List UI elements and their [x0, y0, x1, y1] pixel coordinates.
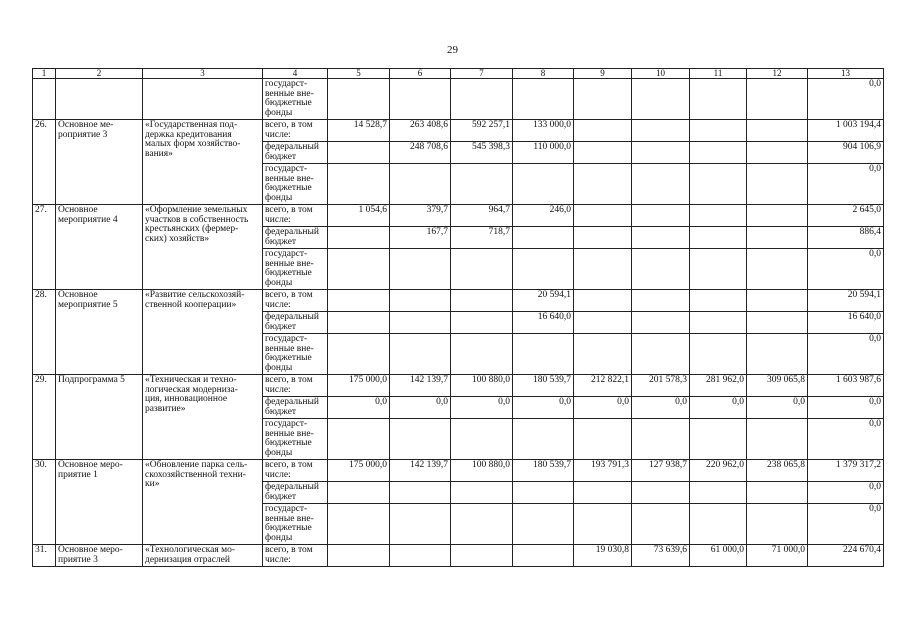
- row-category: Основное ме- роприятие 3: [56, 120, 143, 205]
- funding-source-label: федеральный бюджет: [263, 312, 328, 334]
- table-cell: [451, 79, 513, 120]
- table-cell: [632, 504, 690, 545]
- table-cell: [328, 142, 390, 164]
- table-cell: [747, 419, 808, 460]
- table-cell: [632, 334, 690, 375]
- table-cell: [513, 482, 574, 504]
- column-header: 6: [390, 69, 451, 79]
- row-title: «Обновление парка сель- скохозяйственной техни- ки»: [143, 460, 263, 545]
- table-cell: 167,7: [390, 227, 451, 249]
- table-cell: [513, 79, 574, 120]
- table-cell: [690, 205, 747, 227]
- table-cell: 0,0: [690, 397, 747, 419]
- table-cell: [513, 164, 574, 205]
- column-header: 5: [328, 69, 390, 79]
- table-cell: 180 539,7: [513, 460, 574, 482]
- table-cell: [747, 482, 808, 504]
- table-cell: [574, 249, 632, 290]
- row-index: 26.: [33, 120, 56, 205]
- table-cell: 0,0: [808, 419, 884, 460]
- table-cell: 73 639,6: [632, 545, 690, 567]
- table-row: [33, 120, 884, 142]
- table-cell: [690, 312, 747, 334]
- table-cell: [747, 164, 808, 205]
- table-cell: 718,7: [451, 227, 513, 249]
- table-cell: [451, 312, 513, 334]
- funding-source-label: всего, в том числе:: [263, 120, 328, 142]
- table-cell: 248 708,6: [390, 142, 451, 164]
- table-cell: [451, 164, 513, 205]
- table-cell: [574, 419, 632, 460]
- table-cell: [690, 120, 747, 142]
- table-row: [33, 460, 884, 482]
- table-row: [33, 205, 884, 227]
- row-index: 27.: [33, 205, 56, 290]
- table-cell: [390, 504, 451, 545]
- table-cell: [451, 334, 513, 375]
- table-cell: [747, 142, 808, 164]
- table-cell: [690, 290, 747, 312]
- table-cell: [632, 79, 690, 120]
- table-cell: [632, 142, 690, 164]
- row-category: Основное меро- приятие 1: [56, 460, 143, 545]
- table-cell: 886,4: [808, 227, 884, 249]
- table-cell: [513, 419, 574, 460]
- funding-source-label: федеральный бюджет: [263, 227, 328, 249]
- column-header: 10: [632, 69, 690, 79]
- table-row: [33, 545, 884, 567]
- table-cell: 1 003 194,4: [808, 120, 884, 142]
- table-cell: 246,0: [513, 205, 574, 227]
- row-index: 31.: [33, 545, 56, 567]
- table-cell: 0,0: [808, 397, 884, 419]
- table-cell: [632, 419, 690, 460]
- table-cell: 0,0: [328, 397, 390, 419]
- table-cell: 61 000,0: [690, 545, 747, 567]
- table-cell: [328, 419, 390, 460]
- table-cell: [690, 79, 747, 120]
- table-cell: [574, 205, 632, 227]
- table-cell: [328, 312, 390, 334]
- column-header: 9: [574, 69, 632, 79]
- table-cell: [632, 164, 690, 205]
- row-index: 28.: [33, 290, 56, 375]
- column-header: 8: [513, 69, 574, 79]
- table-cell: [574, 142, 632, 164]
- table-cell: [574, 120, 632, 142]
- table-cell: [451, 482, 513, 504]
- table-cell: 14 528,7: [328, 120, 390, 142]
- table-cell: [747, 227, 808, 249]
- table-cell: [513, 545, 574, 567]
- column-header: 12: [747, 69, 808, 79]
- table-cell: 175 000,0: [328, 375, 390, 397]
- table-cell: 2 645,0: [808, 205, 884, 227]
- table-cell: 592 257,1: [451, 120, 513, 142]
- table-cell: [513, 334, 574, 375]
- table-cell: 212 822,1: [574, 375, 632, 397]
- funding-source-label: федеральный бюджет: [263, 142, 328, 164]
- column-header: 3: [143, 69, 263, 79]
- table-cell: [690, 482, 747, 504]
- table-row: [33, 79, 884, 120]
- table-cell: [632, 120, 690, 142]
- table-cell: [747, 334, 808, 375]
- table-cell: [451, 419, 513, 460]
- table-cell: [632, 227, 690, 249]
- table-row: [33, 290, 884, 312]
- table-cell: 0,0: [451, 397, 513, 419]
- table-cell: 224 670,4: [808, 545, 884, 567]
- table-cell: [747, 205, 808, 227]
- column-header: 7: [451, 69, 513, 79]
- table-cell: 1 603 987,6: [808, 375, 884, 397]
- table-cell: 0,0: [747, 397, 808, 419]
- table-cell: [328, 545, 390, 567]
- table-cell: [574, 164, 632, 205]
- table-cell: 0,0: [808, 79, 884, 120]
- table-cell: 0,0: [808, 482, 884, 504]
- table-cell: 964,7: [451, 205, 513, 227]
- table-cell: 281 962,0: [690, 375, 747, 397]
- row-category: Подпрограмма 5: [56, 375, 143, 460]
- table-cell: 16 640,0: [513, 312, 574, 334]
- table-cell: 904 106,9: [808, 142, 884, 164]
- table-cell: 309 065,8: [747, 375, 808, 397]
- table-cell: [574, 227, 632, 249]
- table-cell: 0,0: [808, 164, 884, 205]
- table-cell: 0,0: [808, 334, 884, 375]
- table-cell: [690, 249, 747, 290]
- page-number: 29: [447, 44, 458, 56]
- table-cell: [328, 334, 390, 375]
- table-cell: [747, 312, 808, 334]
- column-header: 11: [690, 69, 747, 79]
- table-cell: [390, 290, 451, 312]
- column-number-row: [33, 69, 884, 79]
- row-title: «Развитие сельскохозяй- ственной кооперации»: [143, 290, 263, 375]
- table-cell: 1 379 317,2: [808, 460, 884, 482]
- row-index: 29.: [33, 375, 56, 460]
- table-cell: [451, 290, 513, 312]
- funding-source-label: государст- венные вне- бюджетные фонды: [263, 249, 328, 290]
- table-cell: [690, 334, 747, 375]
- table-cell: 133 000,0: [513, 120, 574, 142]
- row-category: Основное мероприятие 5: [56, 290, 143, 375]
- table-cell: [451, 545, 513, 567]
- row-title: «Технологическая мо- дернизация отраслей: [143, 545, 263, 567]
- table-cell: 1 054,6: [328, 205, 390, 227]
- table-cell: [390, 312, 451, 334]
- table-cell: [513, 504, 574, 545]
- table-cell: [33, 79, 56, 120]
- table-cell: [632, 482, 690, 504]
- table-cell: 110 000,0: [513, 142, 574, 164]
- table-cell: 0,0: [390, 397, 451, 419]
- table-cell: [632, 205, 690, 227]
- table-cell: 142 139,7: [390, 375, 451, 397]
- table-cell: [574, 290, 632, 312]
- table-cell: 71 000,0: [747, 545, 808, 567]
- table-cell: [451, 504, 513, 545]
- table-cell: [690, 164, 747, 205]
- column-header: 4: [263, 69, 328, 79]
- table-cell: [632, 249, 690, 290]
- table-cell: [328, 504, 390, 545]
- funding-source-label: всего, в том числе:: [263, 545, 328, 567]
- funding-source-label: государст- венные вне- бюджетные фонды: [263, 334, 328, 375]
- table-cell: [390, 249, 451, 290]
- table-cell: 100 880,0: [451, 375, 513, 397]
- table-cell: [390, 482, 451, 504]
- table-cell: 220 962,0: [690, 460, 747, 482]
- funding-source-label: всего, в том числе:: [263, 460, 328, 482]
- table-cell: 0,0: [574, 397, 632, 419]
- table-cell: [390, 545, 451, 567]
- table-cell: [390, 419, 451, 460]
- table-cell: [747, 504, 808, 545]
- table-cell: [632, 312, 690, 334]
- row-title: «Государственная под- держка кредитования малых форм хозяйство- вания»: [143, 120, 263, 205]
- funding-source-label: государст- венные вне- бюджетные фонды: [263, 504, 328, 545]
- table-cell: [390, 164, 451, 205]
- table-cell: 180 539,7: [513, 375, 574, 397]
- table-cell: 175 000,0: [328, 460, 390, 482]
- table-cell: [747, 249, 808, 290]
- table-cell: [574, 334, 632, 375]
- table-cell: [574, 312, 632, 334]
- table-cell: [574, 79, 632, 120]
- table-row: [33, 375, 884, 397]
- table-cell: 100 880,0: [451, 460, 513, 482]
- table-cell: 20 594,1: [808, 290, 884, 312]
- table-cell: 19 030,8: [574, 545, 632, 567]
- table-cell: [747, 120, 808, 142]
- row-category: Основное меро- приятие 3: [56, 545, 143, 567]
- funding-source-label: всего, в том числе:: [263, 375, 328, 397]
- funding-source-label: всего, в том числе:: [263, 290, 328, 312]
- table-cell: [690, 227, 747, 249]
- funding-source-label: государст- венные вне- бюджетные фонды: [263, 164, 328, 205]
- table-cell: 16 640,0: [808, 312, 884, 334]
- table-cell: 0,0: [632, 397, 690, 419]
- table-cell: [143, 79, 263, 120]
- table-cell: [513, 227, 574, 249]
- table-cell: [56, 79, 143, 120]
- table-cell: [390, 334, 451, 375]
- table-cell: [632, 290, 690, 312]
- table-cell: 238 065,8: [747, 460, 808, 482]
- table-cell: [574, 504, 632, 545]
- column-header: 2: [56, 69, 143, 79]
- table-cell: [574, 482, 632, 504]
- funding-source-label: государст- венные вне- бюджетные фонды: [263, 419, 328, 460]
- table-cell: [328, 164, 390, 205]
- table-cell: [747, 290, 808, 312]
- row-title: «Техническая и техно- логическая модерниза- ция, инновационное развитие»: [143, 375, 263, 460]
- table-cell: [328, 290, 390, 312]
- table-cell: [513, 249, 574, 290]
- table-cell: [690, 142, 747, 164]
- funding-source-label: федеральный бюджет: [263, 397, 328, 419]
- funding-source-label: федеральный бюджет: [263, 482, 328, 504]
- column-header: 13: [808, 69, 884, 79]
- table-cell: [328, 482, 390, 504]
- table-cell: 0,0: [808, 504, 884, 545]
- table-cell: [390, 79, 451, 120]
- table-cell: [747, 79, 808, 120]
- table-cell: [690, 419, 747, 460]
- table-cell: 0,0: [513, 397, 574, 419]
- column-header: 1: [33, 69, 56, 79]
- row-title: «Оформление земельных участков в собственность крестьянских (фермер- ских) хозяйств»: [143, 205, 263, 290]
- table-cell: 263 408,6: [390, 120, 451, 142]
- table-cell: [328, 249, 390, 290]
- table-cell: 142 139,7: [390, 460, 451, 482]
- table-cell: [328, 227, 390, 249]
- table-cell: 545 398,3: [451, 142, 513, 164]
- table-cell: 20 594,1: [513, 290, 574, 312]
- table-cell: 201 578,3: [632, 375, 690, 397]
- row-index: 30.: [33, 460, 56, 545]
- table-cell: 379,7: [390, 205, 451, 227]
- funding-source-label: государст- венные вне- бюджетные фонды: [263, 79, 328, 120]
- table-cell: [451, 249, 513, 290]
- table-cell: 193 791,3: [574, 460, 632, 482]
- table-cell: 127 938,7: [632, 460, 690, 482]
- table-cell: 0,0: [808, 249, 884, 290]
- table-cell: [690, 504, 747, 545]
- budget-table: [32, 68, 884, 567]
- funding-source-label: всего, в том числе:: [263, 205, 328, 227]
- table-cell: [328, 79, 390, 120]
- row-category: Основное мероприятие 4: [56, 205, 143, 290]
